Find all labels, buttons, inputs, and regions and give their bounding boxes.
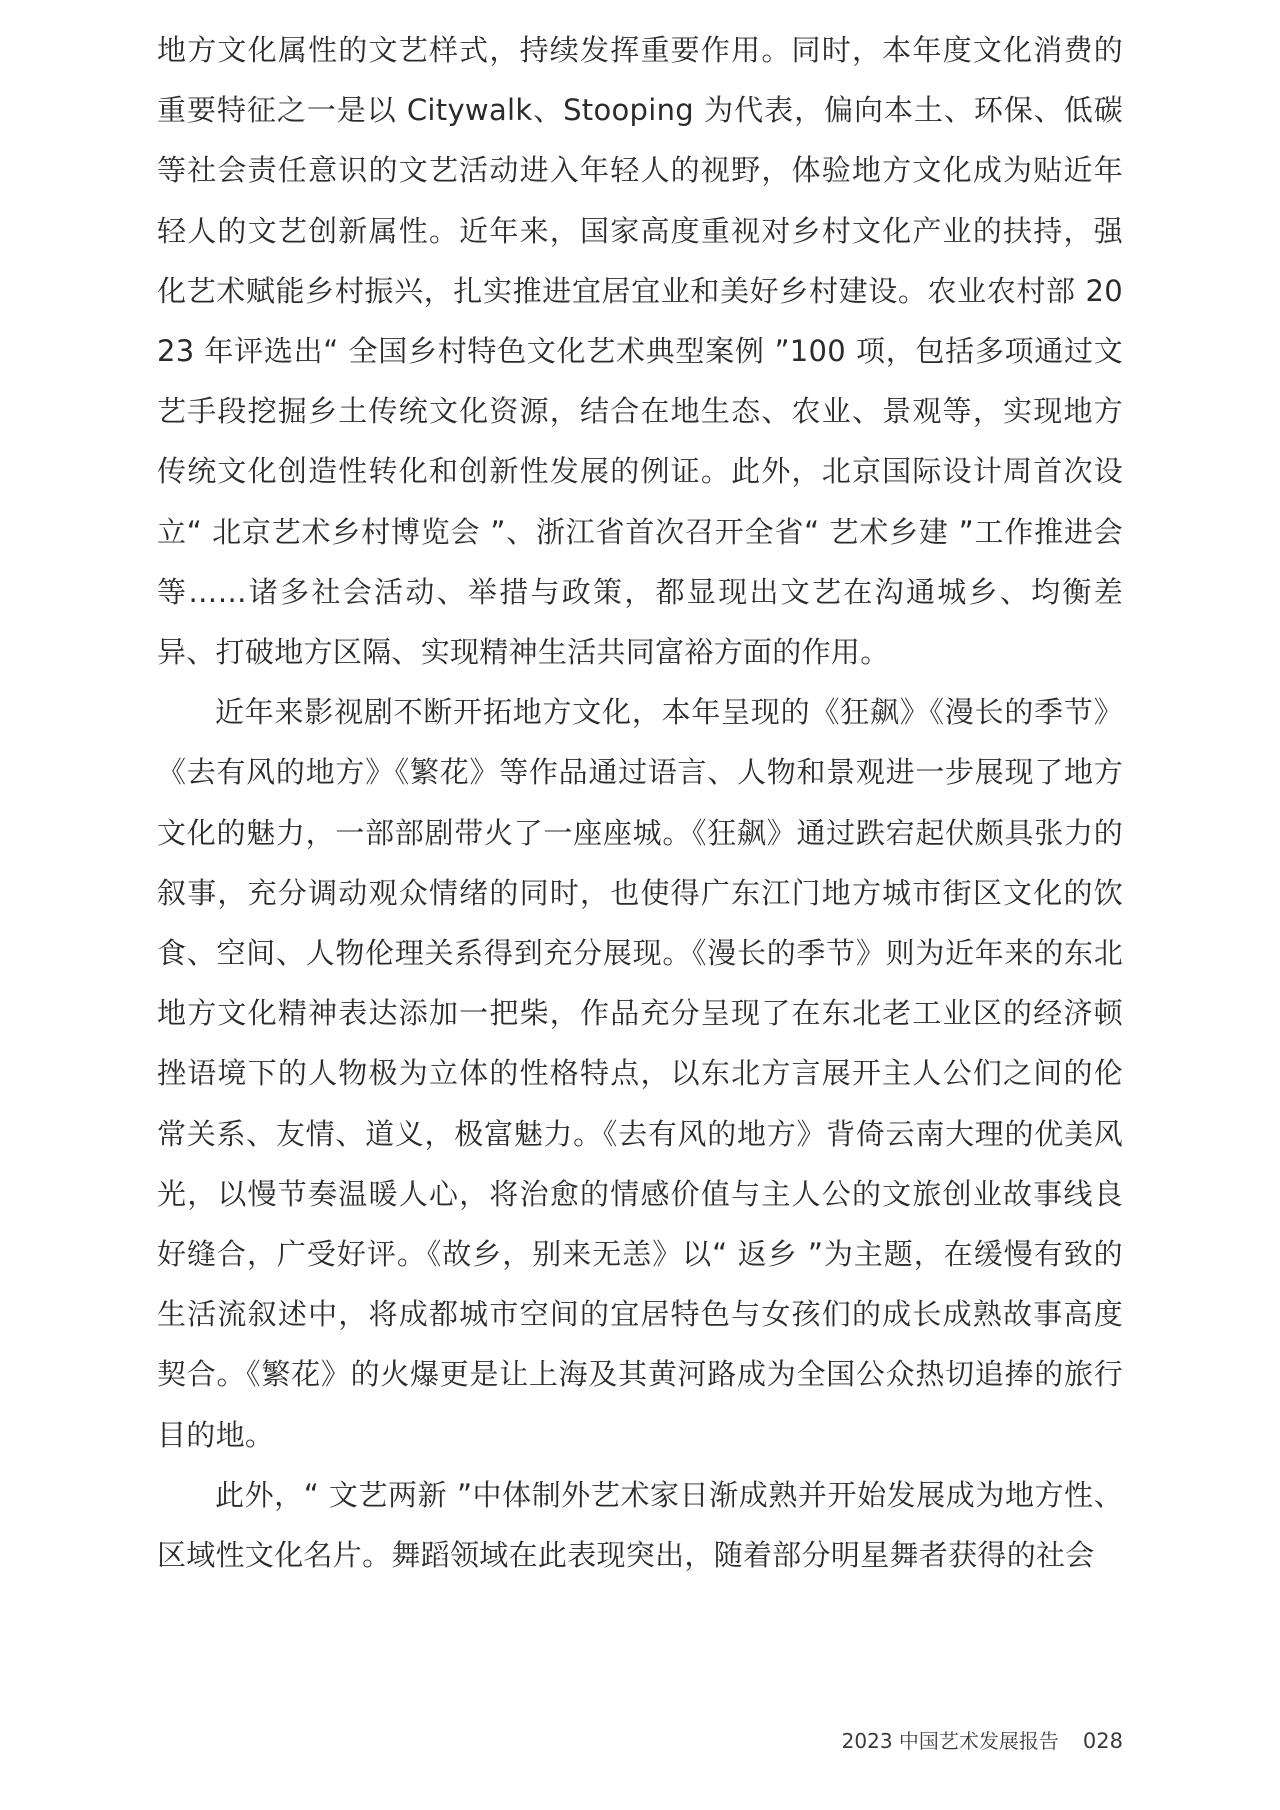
page-footer xyxy=(842,1725,1123,1754)
paragraph-independent-artists: 此外，“ 文艺两新 ”中体制外艺术家日渐成熟并开始发展成为地方性、区域性文化名片。舞蹈领域在此表现突出，随着部分明星舞者获得的社会 xyxy=(157,1477,1123,1573)
footer-report-title: 2023 中国艺术发展报告 xyxy=(841,1729,1059,1753)
body-text xyxy=(157,20,1123,1585)
page-number: 028 xyxy=(1082,1729,1123,1753)
paragraph-continuation: 地方文化属性的文艺样式，持续发挥重要作用。同时，本年度文化消费的重要特征之一是以 Citywalk、Stooping 为代表，偏向本土、环保、低碳等社会责任意识的文艺活动进入年轻人的视野，体验地方文化成为贴近年轻人的文艺创新属性。近年来，国家高度重视对乡村文化产业的扶持，强化艺术赋能乡村振兴，扎实推进宜居宜业和美好乡村建设。农业农村部 2023 年评选出“ 全国乡村特色文化艺术典型案例 ”100 项，包括多项通过文艺手段挖掘乡土传统文化资源，结合在地生态、农业、景观等，实现地方传统文化创造性转化和创新性发展的例证。此外，北京国际设计周首次设立“ 北京艺术乡村博览会 ”、浙江省首次召开全省“ 艺术乡建 ”工作推进会等……诸多社会活动、举措与政策，都显现出文艺在沟通城乡、均衡差异、打破地方区隔、实现精神生活共同富裕方面的作用。 xyxy=(157,33,1123,670)
paragraph-film-tv-local-culture: 近年来影视剧不断开拓地方文化，本年呈现的《狂飙》《漫长的季节》《去有风的地方》《繁花》等作品通过语言、人物和景观进一步展现了地方文化的魅力，一部部剧带火了一座座城。《狂飙》通过跌宕起伏颇具张力的叙事，充分调动观众情绪的同时，也使得广东江门地方城市街区文化的饮食、空间、人物伦理关系得到充分展现。《漫长的季节》则为近年来的东北地方文化精神表达添加一把柴，作品充分呈现了在东北老工业区的经济顿挫语境下的人物极为立体的性格特点，以东北方言展开主人公们之间的伦常关系、友情、道义，极富魅力。《去有风的地方》背倚云南大理的优美风光，以慢节奏温暖人心，将治愈的情感价值与主人公的文旅创业故事线良好缝合，广受好评。《故乡，别来无恙》以“ 返乡 ”为主题，在缓慢有致的生活流叙述中，将成都城市空间的宜居特色与女孩们的成长成熟故事高度契合。《繁花》的火爆更是让上海及其黄河路成为全国公众热切追捧的旅行目的地。 xyxy=(157,695,1123,1452)
